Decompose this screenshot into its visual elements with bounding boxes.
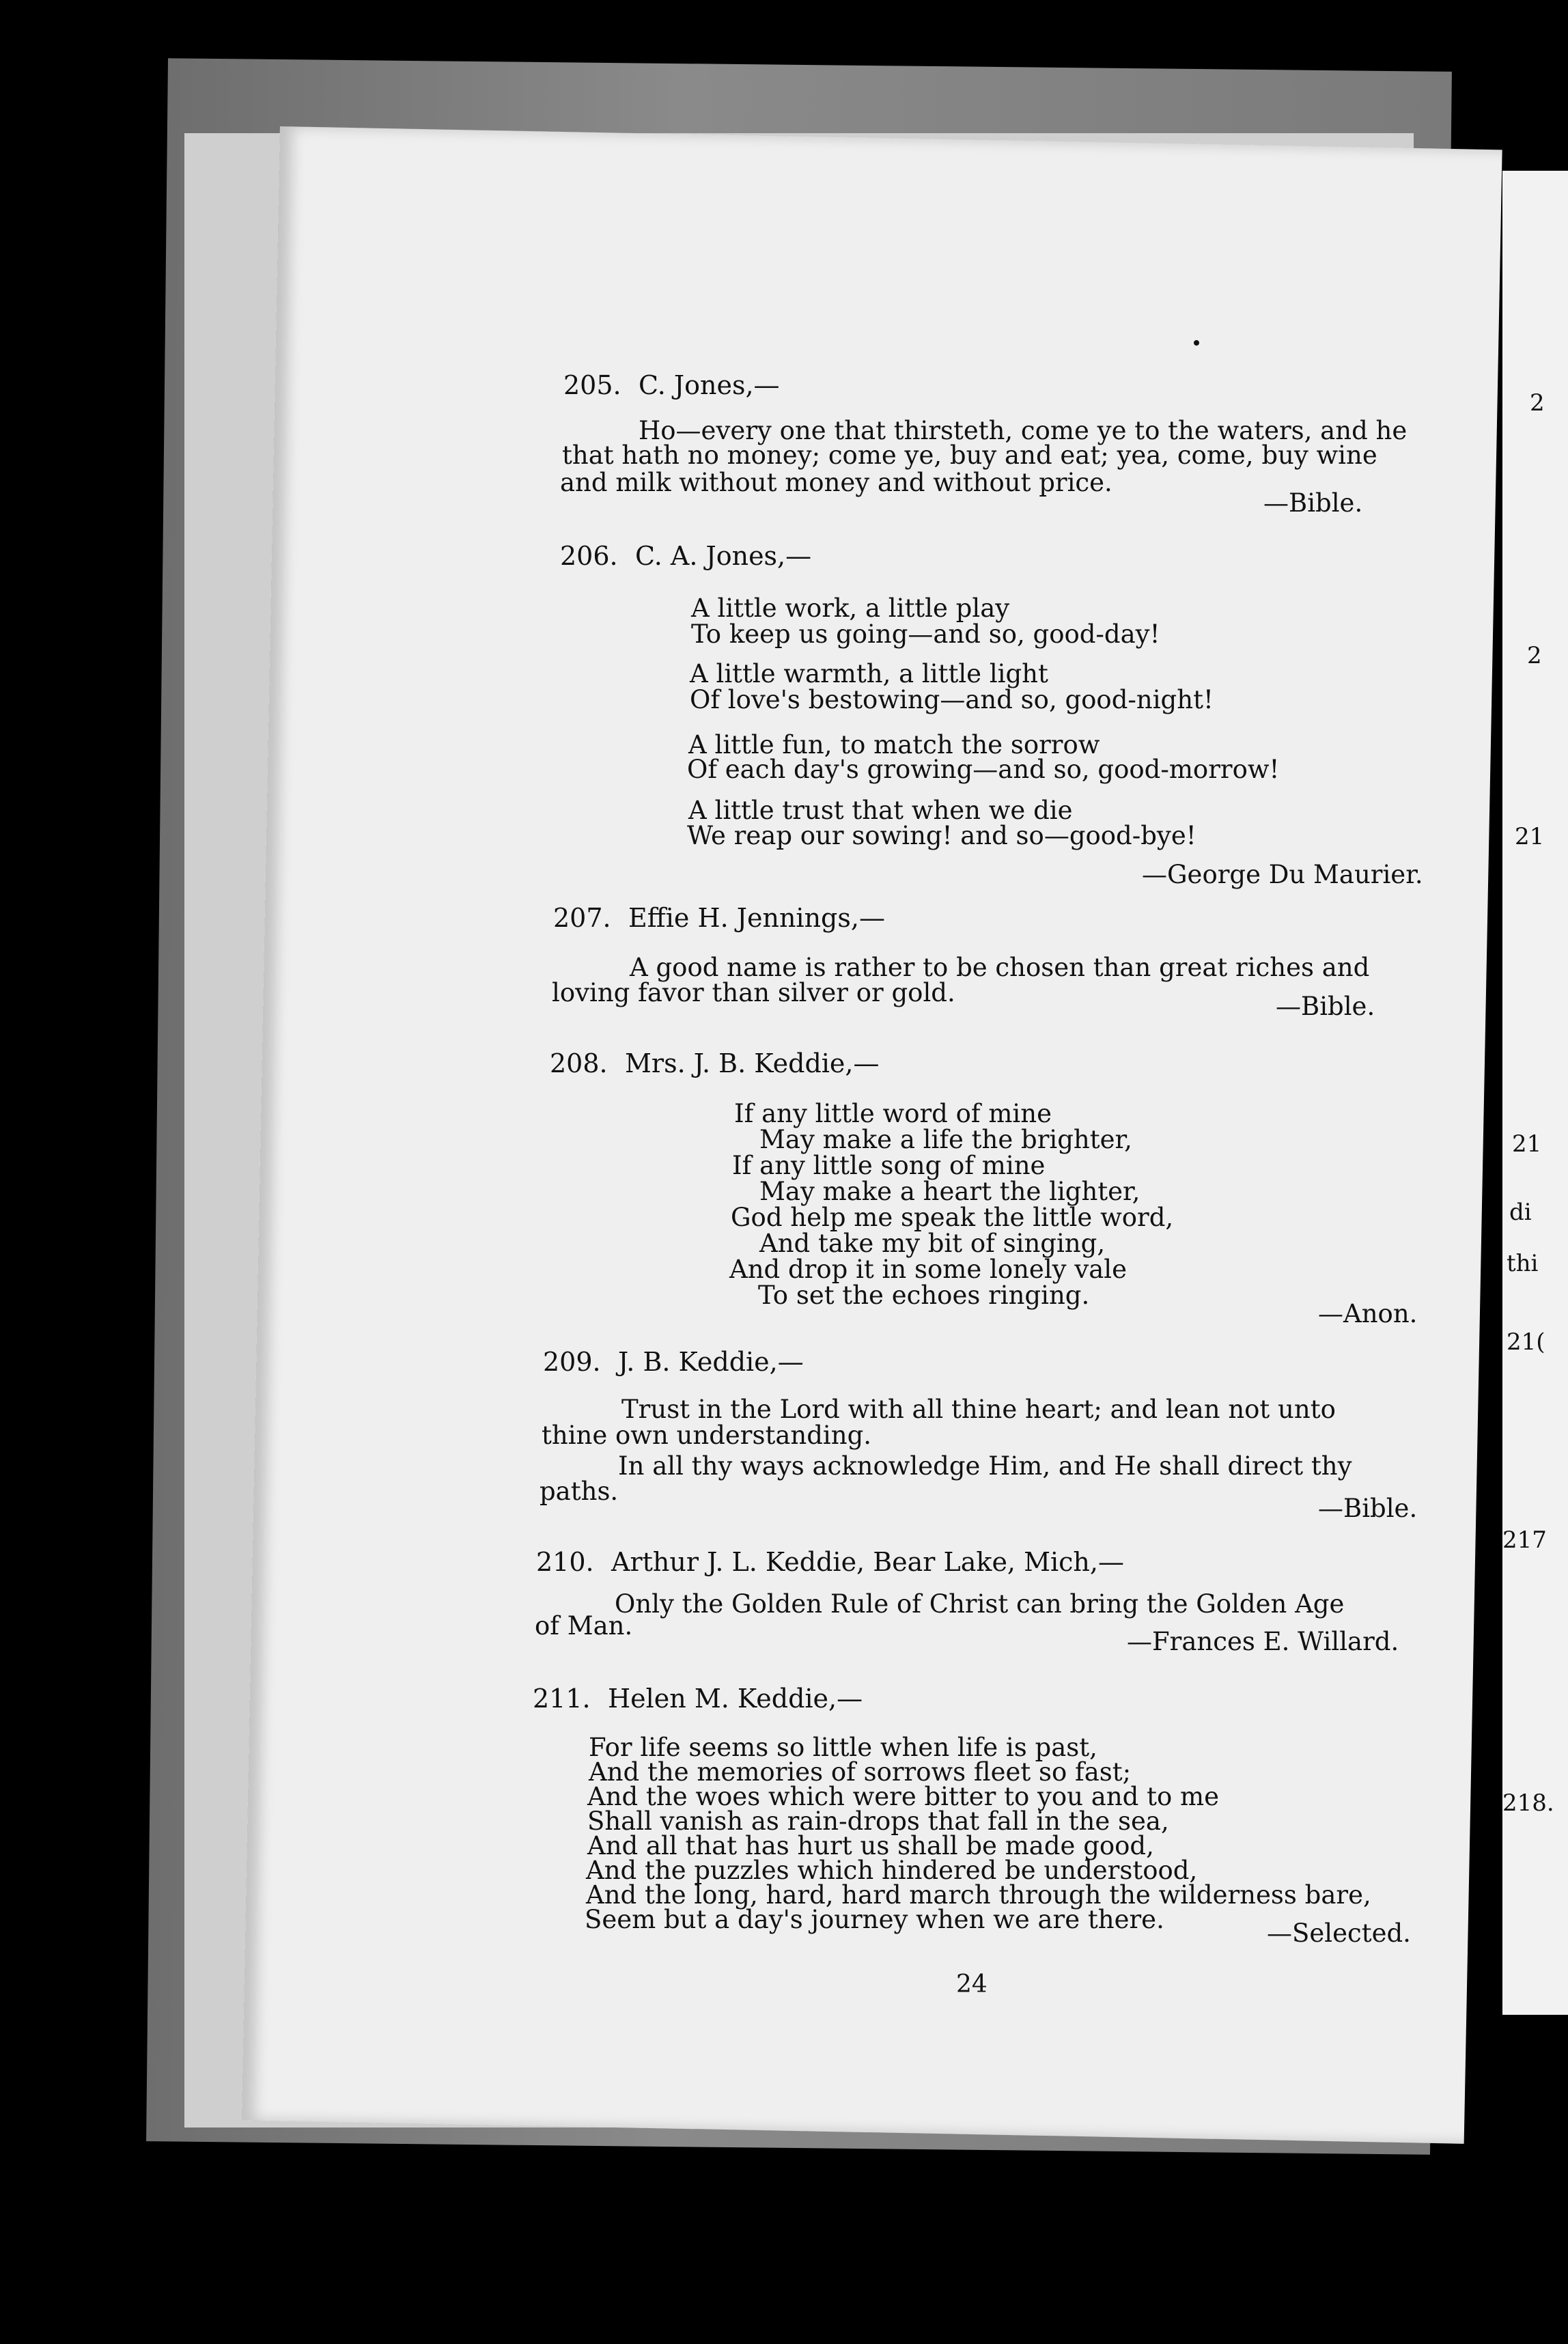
- entry-heading: [536, 1549, 1124, 1575]
- entry-line: Only the Golden Rule of Christ can bring the Golden Age: [615, 1589, 1345, 1619]
- entry-line: A good name is rather to be chosen than great riches and: [630, 953, 1370, 982]
- entry-attribution: —Bible.: [1276, 992, 1375, 1021]
- poem-line: God help me speak the little word,: [731, 1203, 1174, 1232]
- adjacent-fragment: 21(: [1507, 1328, 1545, 1356]
- entry-attribution: —Frances E. Willard.: [1127, 1627, 1399, 1656]
- poem-line: And all that has hurt us shall be made good,: [587, 1831, 1154, 1860]
- adjacent-fragment: di: [1509, 1199, 1532, 1226]
- entry-heading: [560, 543, 811, 569]
- poem-line: May make a life the brighter,: [759, 1125, 1132, 1154]
- entry-line: that hath no money; come ye, buy and eat; yea, come, buy wine: [562, 441, 1377, 470]
- entry-heading: [553, 905, 885, 931]
- poem-line: And drop it in some lonely vale: [729, 1255, 1128, 1284]
- poem-line: And the puzzles which hindered be understood,: [586, 1856, 1198, 1885]
- poem-line: For life seems so little when life is past,: [589, 1733, 1097, 1762]
- entry-heading: [533, 1686, 863, 1712]
- poem-line: And the woes which were bitter to you and to me: [587, 1782, 1219, 1811]
- entry-number: 205.: [563, 370, 621, 400]
- entry-name: Arthur J. L. Keddie, Bear Lake, Mich,—: [611, 1547, 1124, 1577]
- poem-line: If any little song of mine: [732, 1151, 1046, 1180]
- entry-name: Effie H. Jennings,—: [628, 903, 885, 933]
- entry-line: Trust in the Lord with all thine heart; and lean not unto: [621, 1395, 1336, 1424]
- poem-line: Shall vanish as rain-drops that fall in the sea,: [587, 1806, 1169, 1836]
- poem-line: Of love's bestowing—and so, good-night!: [690, 685, 1214, 714]
- poem-line: Seem but a day's journey when we are there.: [585, 1905, 1164, 1934]
- entry-attribution: —Anon.: [1318, 1299, 1418, 1328]
- entry-attribution: —Bible.: [1263, 488, 1363, 518]
- entry-heading: [550, 1050, 880, 1076]
- poem-line: If any little word of mine: [734, 1099, 1052, 1128]
- poem-line: May make a heart the lighter,: [759, 1177, 1140, 1206]
- entry-line: paths.: [540, 1477, 619, 1506]
- entry-number: 206.: [560, 541, 618, 571]
- adjacent-fragment: 2: [1530, 389, 1545, 417]
- entry-number: 207.: [553, 903, 611, 933]
- poem-line: To set the echoes ringing.: [758, 1281, 1090, 1310]
- entry-name: Helen M. Keddie,—: [608, 1684, 863, 1714]
- entry-heading: [543, 1349, 804, 1375]
- adjacent-page-edge: [1502, 171, 1568, 2015]
- poem-line: Of each day's growing—and so, good-morrow!: [687, 755, 1280, 784]
- ink-speck: [1194, 340, 1199, 346]
- entry-line: loving favor than silver or gold.: [552, 978, 955, 1007]
- poem-line: A little fun, to match the sorrow: [688, 730, 1100, 759]
- entry-line: Ho—every one that thirsteth, come ye to the waters, and he: [639, 416, 1408, 445]
- entry-number: 210.: [536, 1547, 594, 1577]
- entry-line: and milk without money and without price.: [560, 468, 1112, 497]
- poem-line: A little work, a little play: [691, 594, 1010, 623]
- entry-number: 209.: [543, 1347, 601, 1377]
- poem-line: To keep us going—and so, good-day!: [691, 619, 1160, 649]
- entry-name: C. Jones,—: [639, 370, 780, 400]
- adjacent-fragment: 21: [1515, 823, 1545, 850]
- poem-line: A little trust that when we die: [688, 796, 1073, 825]
- poem-line: A little warmth, a little light: [690, 659, 1048, 688]
- poem-line: And the memories of sorrows fleet so fast;: [589, 1757, 1132, 1787]
- entry-line: of Man.: [535, 1611, 633, 1641]
- entry-name: C. A. Jones,—: [635, 541, 812, 571]
- entry-line: thine own understanding.: [542, 1421, 872, 1450]
- poem-line: We reap our sowing! and so—good-bye!: [687, 821, 1196, 850]
- adjacent-fragment: 218.: [1502, 1789, 1554, 1817]
- adjacent-fragment: 21: [1512, 1130, 1542, 1158]
- entry-name: Mrs. J. B. Keddie,—: [625, 1048, 880, 1078]
- entry-line: In all thy ways acknowledge Him, and He shall direct thy: [618, 1451, 1352, 1481]
- entry-attribution: —Selected.: [1267, 1919, 1411, 1948]
- entry-number: 208.: [550, 1048, 608, 1078]
- entry-attribution: —Bible.: [1318, 1494, 1418, 1523]
- adjacent-fragment: 217: [1502, 1526, 1547, 1554]
- adjacent-fragment: thi: [1507, 1250, 1539, 1277]
- poem-line: And take my bit of singing,: [759, 1229, 1106, 1258]
- entry-name: J. B. Keddie,—: [618, 1347, 804, 1377]
- poem-line: And the long, hard, hard march through the wilderness bare,: [586, 1880, 1371, 1910]
- entry-heading: [563, 372, 780, 398]
- entry-number: 211.: [533, 1684, 591, 1714]
- page-number: 24: [956, 1970, 988, 1998]
- entry-attribution: —George Du Maurier.: [1142, 860, 1423, 889]
- adjacent-fragment: 2: [1527, 642, 1542, 669]
